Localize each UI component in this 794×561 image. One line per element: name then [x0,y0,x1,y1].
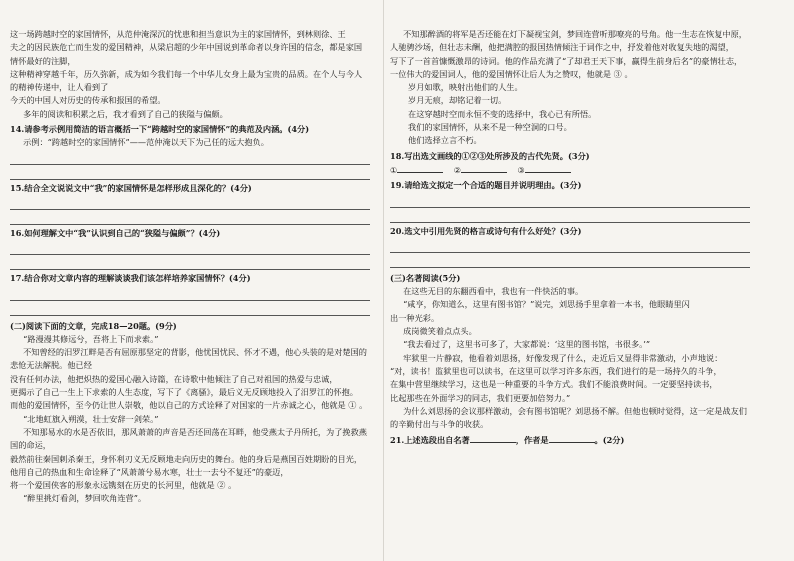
novel-line: “对，读书！监狱里也可以读书，在这里可以学习许多东西，我们进行的是一场持久的斗争， [390,365,722,376]
passage-line: 不知那醉酒的将军是否还能在灯下凝视宝剑，梦回连营听那嘹亮的号角。他一生志在恢复中原， [403,29,747,39]
question-18: 18.写出选文画线的①②③处所涉及的古代先贤。(3分) [390,150,590,161]
passage-quote-1: “路漫漫其修远兮，吾将上下而求索。” [23,333,159,344]
passage-quote-2: “北地虹旗入朔漠，壮士安辞一剑荣。” [23,413,159,424]
passage-line: 不知那易水的水是否依旧，那风萧萧的声音是否还回荡在耳畔，他受燕太子丹所托，为了挽救燕国的命运， [10,426,367,451]
novel-line: 在集中营里继续学习，这也是一种重要的斗争方式。我们不能浪费时间。一定要坚持读书， [390,379,718,390]
answer-line[interactable] [10,150,370,165]
novel-line: 比起那些在外面学习的同志，我们更要加倍努力。” [390,392,571,403]
poem-line: 我们的家国情怀，从来不是一种空洞的口号。 [408,122,572,133]
novel-line: “咸亨，你知道么，这里有图书馆？”说完，刘思扬手里拿着一本书，他眼睛里闪 [403,299,690,310]
intro-line: 夫之的因民族危亡而生发的爱国精神，从梁启超的少年中国说到革命者以身许国的信念，都是家国情怀最好的注脚， [10,42,363,66]
passage-line: 没有任何办法，他把炽热的爱国心融入诗篇，在诗歌中他倾注了自己对祖国的热爱与忠诚， [10,373,338,384]
question-19: 19.请给选文拟定一个合适的题目并说明理由。(3分) [390,180,582,191]
novel-line: 为什么刘思扬的会议那样激动，会有图书馆呢？刘思扬不解。但他也顿时觉得，这一定是战友们 [403,405,747,416]
answer-line[interactable] [390,193,750,208]
left-column [10,28,370,506]
blank-label-2: ② [453,164,462,175]
passage-quote-3: “醉里挑灯看剑，梦回吹角连营”。 [23,493,147,504]
passage-line: 一位伟大的爱国词人，他的爱国情怀让后人为之赞叹，他就是 ③ 。 [390,68,633,79]
novel-line: “我去看过了，这里书可多了，大家都说：‘这里的图书馆，书很多。’” [403,339,651,350]
novel-line: 的辛勤付出与斗争的收获。 [390,419,489,430]
right-column [390,28,750,448]
passage-line: 写下了一首首慷慨激昂的诗词。他的作品充满了“了却君王天下事，赢得生前身后名”的豪情壮志， [390,55,743,66]
answer-line[interactable] [390,238,750,253]
novel-line: 牢狱里一片静寂，他看着刘思扬，好像发现了什么，走近后又显得非常激动，小声地说： [403,352,723,363]
passage-line: 而他的爱国情怀，至今仍让世人崇敬，他以自己的方式诠释了对国家的一片赤诚之心，他就是 ① 。 [10,400,368,411]
answer-line[interactable] [10,240,370,255]
novel-line: 出一种光彩。 [390,312,440,323]
question-14: 14.请参考示例用简洁的语言概括一下“跨越时空的家国情怀”的典范及内涵。(4分) [10,124,310,135]
question-18-blanks [390,163,750,177]
answer-blank-3[interactable] [525,163,571,173]
answer-line[interactable] [10,195,370,210]
passage-line: 更揭示了自己一生上下求索的人生态度，写下了《离骚》，最后义无反顾地投入了汨罗江的怀抱。 [10,387,358,398]
section-2-heading: (二)阅读下面的文章，完成18—20题。(9分) [10,320,177,331]
answer-line[interactable] [10,210,370,225]
poem-line: 岁月无痕，却铭记着一切。 [408,95,507,106]
section-3-heading: (三)名著阅读(5分) [390,272,461,283]
poem-line: 岁月如歌，映射出他们的人生。 [408,82,523,93]
answer-blank-2[interactable] [461,163,507,173]
question-21 [390,433,750,447]
answer-line[interactable] [10,301,370,316]
answer-blank-1[interactable] [397,163,443,173]
answer-blank-author[interactable] [549,433,595,443]
passage-line: 将一个爱国侠客的形象永远镌刻在历史的长河里，他就是 ② 。 [10,480,237,491]
blank-label-1: ① [390,164,398,175]
blank-label-3: ③ [517,164,525,175]
poem-line: 他们选择立言不朽。 [408,135,482,146]
question-21-suffix: 。(2分) [594,435,625,446]
passage-line: 他用自己的热血和生命诠释了“风萧萧兮易水寒，壮士一去兮不复还”的豪迈， [10,466,289,477]
answer-line[interactable] [390,208,750,223]
answer-line[interactable] [390,253,750,268]
answer-blank-book[interactable] [470,433,516,443]
novel-line: 在这些无目的东翻西看中，我也有一件快活的事。 [403,286,584,297]
answer-line[interactable] [10,255,370,270]
question-15: 15.结合全文说说文中“我”的家国情怀是怎样形成且深化的？(4分) [10,182,252,193]
novel-line: 成岗微笑着点点头。 [403,326,477,337]
answer-line[interactable] [10,165,370,180]
intro-line: 这一场跨越时空的家国情怀，从范仲淹深沉的忧患和担当意识为主的家国情怀，到林则徐、王 [10,29,346,39]
question-16: 16.如何理解文中“我”认识到自己的“狭隘与偏颇”？(4分) [10,227,221,238]
question-20: 20.选文中引用先贤的格言或诗句有什么好处？(3分) [390,225,582,236]
answer-line[interactable] [10,286,370,301]
page-fold-divider [383,0,384,561]
question-21-prefix: 21.上述选段出自名著 [390,435,470,446]
question-17: 17.结合你对文章内容的理解谈谈我们该怎样培养家国情怀？(4分) [10,273,251,284]
question-14-example: 示例：“跨越时空的家国情怀”——范仲淹以天下为己任的远大抱负。 [23,137,269,148]
intro-line: 这种精神穿越千年，历久弥新，成为如今我们每一个中华儿女身上最为宝贵的品质。在个人与今人的精神传递中，让人看到了 [10,68,363,93]
passage-line: 人驰骋沙场，但壮志未酬，他把满腔的报国热情倾注于词作之中，抒发着他对收复失地的渴望， [390,42,734,53]
intro-line: 今天的中国人对历史的传承和报国的希望。 [10,95,166,106]
poem-line: 在这穿越时空而永恒不变的选择中，我心已有所悟。 [408,108,597,119]
passage-line: 不知曾经的汨罗江畔是否有屈原那坚定的背影，他忧国忧民、怀才不遇，他心头装的是对楚国的悲怆无法解脱。他已经 [10,347,367,371]
question-21-middle: ，作者是 [515,435,549,446]
passage-line: 毅然前往秦国刺杀秦王，身怀利刃义无反顾地走向历史的舞台。他的身后是燕国百姓期盼的目光， [10,453,363,464]
intro-end: 多年的阅读和积累之后，我才看到了自己的狭隘与偏颇。 [23,108,228,119]
